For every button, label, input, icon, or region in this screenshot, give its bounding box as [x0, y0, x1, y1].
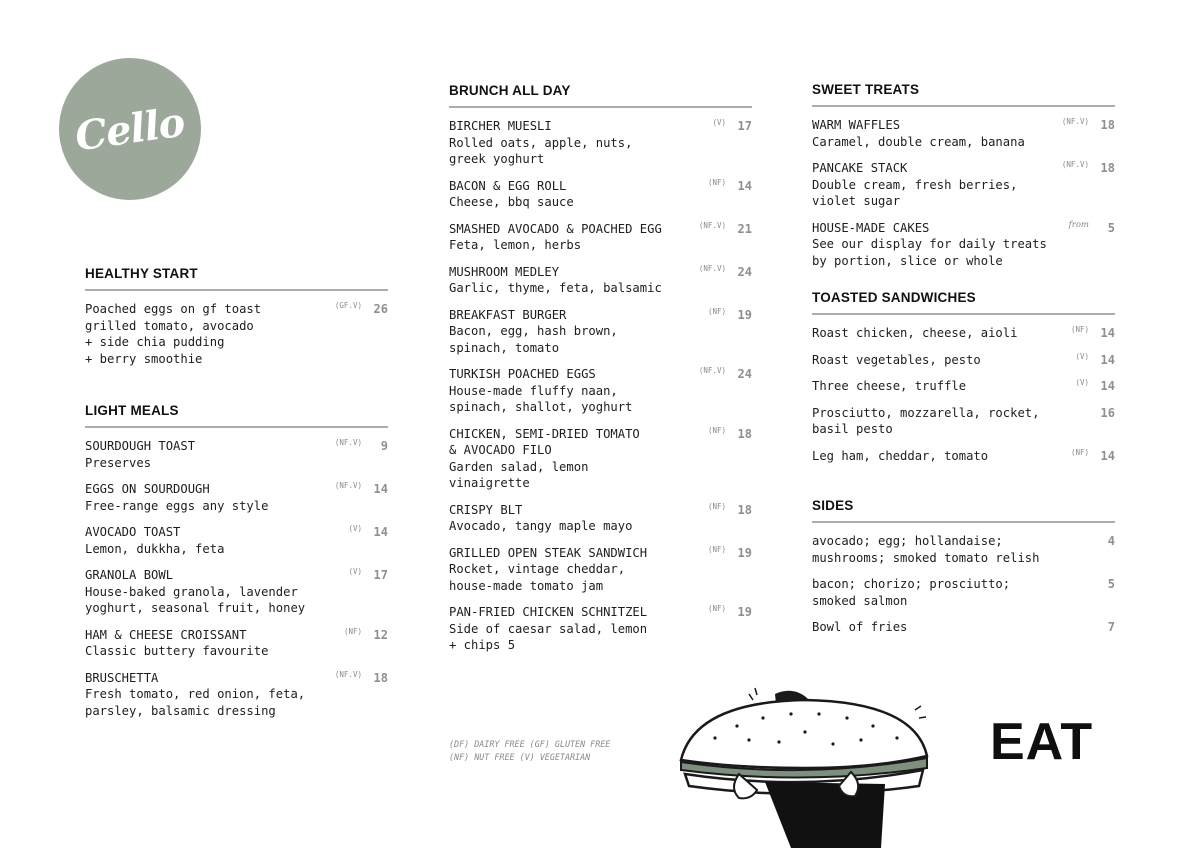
dietary-tag: (NF) — [707, 177, 726, 187]
item-description: Rocket, vintage cheddar, house-made tomato jam — [449, 562, 626, 593]
menu-item — [85, 438, 388, 471]
section-light-meals — [85, 403, 388, 719]
item-description: Cheese, bbq sauce — [449, 195, 574, 209]
item-description: Fresh tomato, red onion, feta, parsley, balsamic dressing — [85, 687, 306, 718]
item-name: GRILLED OPEN STEAK SANDWICH — [449, 545, 648, 560]
menu-item — [812, 448, 1115, 465]
item-description: Feta, lemon, herbs — [449, 238, 582, 252]
item-price: 18 — [373, 670, 388, 685]
item-price: 9 — [380, 439, 388, 453]
item-price: 5 — [1107, 220, 1115, 235]
dietary-tag: (NF) — [343, 626, 362, 636]
menu-item — [449, 221, 752, 254]
item-name: Leg ham, cheddar, tomato — [812, 448, 989, 463]
menu-item — [449, 545, 752, 595]
menu-item — [812, 352, 1115, 369]
item-name: PANCAKE STACK — [812, 161, 908, 175]
item-price: 14 — [1100, 379, 1115, 393]
item-name: CRISPY BLT — [449, 502, 523, 517]
section-sides — [812, 498, 1115, 636]
menu-item — [85, 670, 388, 720]
dietary-tag: (NF) — [707, 604, 726, 613]
brand-name: Cello — [72, 98, 188, 160]
item-price: 14 — [373, 482, 388, 496]
menu-item — [449, 502, 752, 535]
item-description: House-made fluffy naan, spinach, shallot, yoghurt — [449, 383, 633, 414]
section-title: BRUNCH ALL DAY — [449, 83, 752, 108]
dietary-tag: from — [1068, 219, 1089, 230]
menu-item — [812, 160, 1115, 210]
dietary-tag: (V) — [1075, 378, 1089, 387]
item-price: 18 — [737, 502, 752, 517]
dietary-tag: (NF) — [707, 544, 726, 554]
item-price: 14 — [737, 178, 752, 193]
section-title: TOASTED SANDWICHES — [812, 290, 1115, 315]
dietary-tag: (NF.V) — [1061, 160, 1089, 169]
dietary-tag: (V) — [1075, 351, 1089, 361]
menu-items — [449, 118, 752, 654]
menu-item — [85, 524, 388, 557]
menu-item — [85, 567, 388, 617]
item-price: 18 — [737, 426, 752, 441]
item-name: Bowl of fries — [812, 620, 908, 634]
item-description: Classic buttery favourite — [85, 644, 269, 658]
section-healthy-start — [85, 266, 388, 367]
menu-item — [812, 405, 1115, 438]
item-price: 18 — [1100, 118, 1115, 132]
item-description: Bacon, egg, hash brown, spinach, tomato — [449, 324, 618, 355]
item-price: 19 — [737, 307, 752, 322]
item-name: HAM & CHEESE CROISSANT — [85, 627, 247, 642]
item-name: Poached eggs on gf toast grilled tomato, avocado + side chia pudding + berry smoothie — [85, 302, 262, 366]
dietary-tag: (NF) — [1070, 325, 1089, 334]
menu-items — [812, 325, 1115, 464]
section-title: SIDES — [812, 498, 1115, 523]
burger-carrier-illustration — [675, 682, 935, 848]
cello-logo — [59, 58, 201, 200]
menu-items — [812, 117, 1115, 269]
menu-item — [449, 264, 752, 297]
dietary-tag: (NF) — [707, 425, 726, 435]
menu-item — [85, 481, 388, 514]
dietary-tag: (V) — [712, 118, 726, 127]
item-description: Caramel, double cream, banana — [812, 134, 1025, 149]
legend-line-1: (DF) DAIRY FREE (GF) GLUTEN FREE — [449, 739, 611, 749]
legend-line-2: (NF) NUT FREE (V) VEGETARIAN — [449, 752, 591, 762]
dietary-tag: (NF.V) — [1061, 117, 1089, 126]
menu-item — [812, 325, 1115, 342]
item-name: CHICKEN, SEMI-DRIED TOMATO & AVOCADO FILO — [449, 426, 640, 457]
section-toasted-sandwiches — [812, 290, 1115, 464]
item-price: 14 — [1100, 352, 1115, 367]
dietary-tag: (NF) — [707, 501, 726, 511]
menu-item — [812, 220, 1115, 270]
item-name: MUSHROOM MEDLEY — [449, 264, 560, 279]
dietary-legend — [449, 738, 610, 764]
item-price: 19 — [737, 545, 752, 560]
menu-item — [449, 118, 752, 168]
menu-item — [449, 178, 752, 211]
item-name: BRUSCHETTA — [85, 670, 159, 685]
section-title: LIGHT MEALS — [85, 403, 388, 428]
item-price: 24 — [737, 367, 752, 381]
item-name: avocado; egg; hollandaise; mushrooms; smoked tomato relish — [812, 534, 1040, 565]
dietary-tag: (V) — [348, 524, 362, 533]
item-price: 12 — [373, 627, 388, 642]
dietary-tag: (NF.V) — [334, 438, 362, 447]
item-price: 7 — [1107, 620, 1115, 634]
item-description: Side of caesar salad, lemon + chips 5 — [449, 621, 648, 652]
item-name: HOUSE-MADE CAKES — [812, 220, 930, 235]
item-name: BACON & EGG ROLL — [449, 178, 567, 193]
menu-item — [812, 619, 1115, 636]
section-sweet-treats — [812, 82, 1115, 269]
section-brunch-all-day — [449, 83, 752, 654]
item-name: bacon; chorizo; prosciutto; smoked salmon — [812, 577, 1011, 608]
item-description: House-baked granola, lavender yoghurt, seasonal fruit, honey — [85, 584, 306, 615]
item-name: BIRCHER MUESLI — [449, 119, 552, 133]
menu-item — [812, 378, 1115, 395]
item-price: 19 — [737, 605, 752, 619]
item-description: Garlic, thyme, feta, balsamic — [449, 281, 662, 295]
item-description: Avocado, tangy maple mayo — [449, 519, 633, 533]
menu-item — [812, 576, 1115, 609]
item-description: See our display for daily treats by portion, slice or whole — [812, 237, 1047, 268]
item-price: 14 — [373, 525, 388, 539]
menu-items — [812, 533, 1115, 636]
dietary-tag: (NF.V) — [698, 366, 726, 375]
item-price: 14 — [1100, 448, 1115, 463]
item-price: 16 — [1100, 405, 1115, 420]
item-price: 18 — [1100, 161, 1115, 175]
item-name: EGGS ON SOURDOUGH — [85, 482, 210, 496]
dietary-tag: (NF.V) — [698, 220, 726, 230]
item-price: 24 — [737, 264, 752, 279]
eat-heading: EAT — [990, 713, 1094, 771]
item-name: AVOCADO TOAST — [85, 525, 181, 539]
item-name: BREAKFAST BURGER — [449, 307, 567, 322]
item-name: SMASHED AVOCADO & POACHED EGG — [449, 221, 662, 236]
item-name: Three cheese, truffle — [812, 379, 967, 393]
menu-items — [85, 301, 388, 367]
item-price: 21 — [737, 221, 752, 236]
item-description: Lemon, dukkha, feta — [85, 541, 225, 556]
item-name: SOURDOUGH TOAST — [85, 439, 196, 453]
dietary-tag: (GF.V) — [334, 301, 362, 310]
item-name: Prosciutto, mozzarella, rocket, basil pesto — [812, 405, 1040, 436]
item-description: Double cream, fresh berries, violet sugar — [812, 177, 1018, 208]
item-price: 26 — [373, 302, 388, 316]
item-name: GRANOLA BOWL — [85, 568, 174, 582]
section-title: HEALTHY START — [85, 266, 388, 291]
item-description: Preserves — [85, 455, 152, 470]
menu-item — [85, 627, 388, 660]
item-price: 5 — [1107, 577, 1115, 591]
menu-item — [449, 307, 752, 357]
dietary-tag: (NF.V) — [698, 263, 726, 273]
item-name: Roast vegetables, pesto — [812, 352, 981, 367]
item-price: 17 — [737, 119, 752, 133]
section-title: SWEET TREATS — [812, 82, 1115, 107]
dietary-tag: (V) — [348, 567, 362, 576]
menu-item — [812, 117, 1115, 150]
item-name: TURKISH POACHED EGGS — [449, 367, 596, 381]
dietary-tag: (NF.V) — [334, 481, 362, 490]
dietary-tag: (NF.V) — [334, 669, 362, 679]
menu-items — [85, 438, 388, 719]
menu-item — [449, 366, 752, 416]
item-description: Garden salad, lemon vinaigrette — [449, 459, 589, 490]
dietary-tag: (NF) — [707, 306, 726, 316]
menu-item — [449, 604, 752, 654]
item-name: Roast chicken, cheese, aioli — [812, 326, 1018, 340]
item-price: 14 — [1100, 326, 1115, 340]
menu-item — [85, 301, 388, 367]
item-description: Free-range eggs any style — [85, 498, 269, 513]
item-price: 4 — [1107, 534, 1115, 548]
menu-item — [449, 426, 752, 492]
dietary-tag: (NF) — [1070, 447, 1089, 457]
item-name: PAN-FRIED CHICKEN SCHNITZEL — [449, 605, 648, 619]
menu-item — [812, 533, 1115, 566]
item-description: Rolled oats, apple, nuts, greek yoghurt — [449, 135, 633, 166]
item-name: WARM WAFFLES — [812, 118, 901, 132]
item-price: 17 — [373, 568, 388, 582]
